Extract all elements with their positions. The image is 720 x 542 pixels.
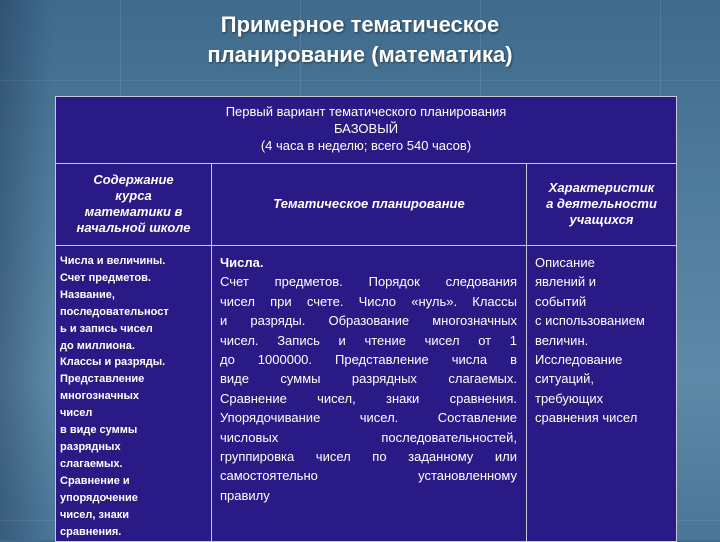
table-header-line1: Первый вариант тематического планирования (225, 104, 507, 119)
column-header-content-line: начальной школе (76, 220, 191, 235)
table-header-line2: БАЗОВЫЙ (333, 121, 399, 136)
column-header-content-line: Содержание (93, 172, 174, 187)
cell-thematic-planning: Числа. Счет предметов. Порядок следования чисел при счете. Число «нуль». Классы и разряды. Образование многозначных чисел. Запись и чтение чисел от 1 до 1000000. Представление числа в виде суммы разрядных слагаемых. Сравнение чисел, знаки сравнения. Упорядочивание чисел. Составление числовых последовательностей, группировка чисел по заданному или самостоятельно установленному правилу (220, 255, 517, 503)
column-header-activity (527, 163, 676, 245)
column-header-activity-line: Характеристик (548, 180, 655, 195)
column-header-content-line: математики в (84, 204, 183, 219)
table-header (56, 97, 676, 163)
cell-student-activity: Описание явлений и событий с использованием величин. Исследование ситуаций, требующих сравнения чисел (535, 255, 645, 426)
column-header-activity-line: учащихся (569, 212, 634, 227)
cell-thematic-planning-lead: Числа. (220, 255, 264, 270)
table-header-line3: (4 часа в неделю; всего 540 часов) (260, 138, 472, 153)
slide-title-line2: планирование (математика) (207, 42, 513, 67)
cell-content-topics: Числа и величины. Счет предметов. Название, последовательност ь и запись чисел до миллиона. Классы и разряды. Представление многозначных чисел в виде суммы разрядных слагаемых. Сравнение и упорядочение чисел, знаки сравнения. (60, 255, 169, 538)
column-header-planning: Тематическое планирование (273, 196, 465, 211)
planning-table (55, 96, 677, 542)
slide-title (0, 10, 720, 70)
column-header-activity-line: а деятельности (546, 196, 657, 211)
divider-columns (56, 245, 676, 246)
column-header-content-line: курса (115, 188, 152, 203)
slide-title-line1: Примерное тематическое (220, 12, 500, 37)
column-header-content (56, 163, 211, 245)
background-left-band (0, 0, 52, 540)
